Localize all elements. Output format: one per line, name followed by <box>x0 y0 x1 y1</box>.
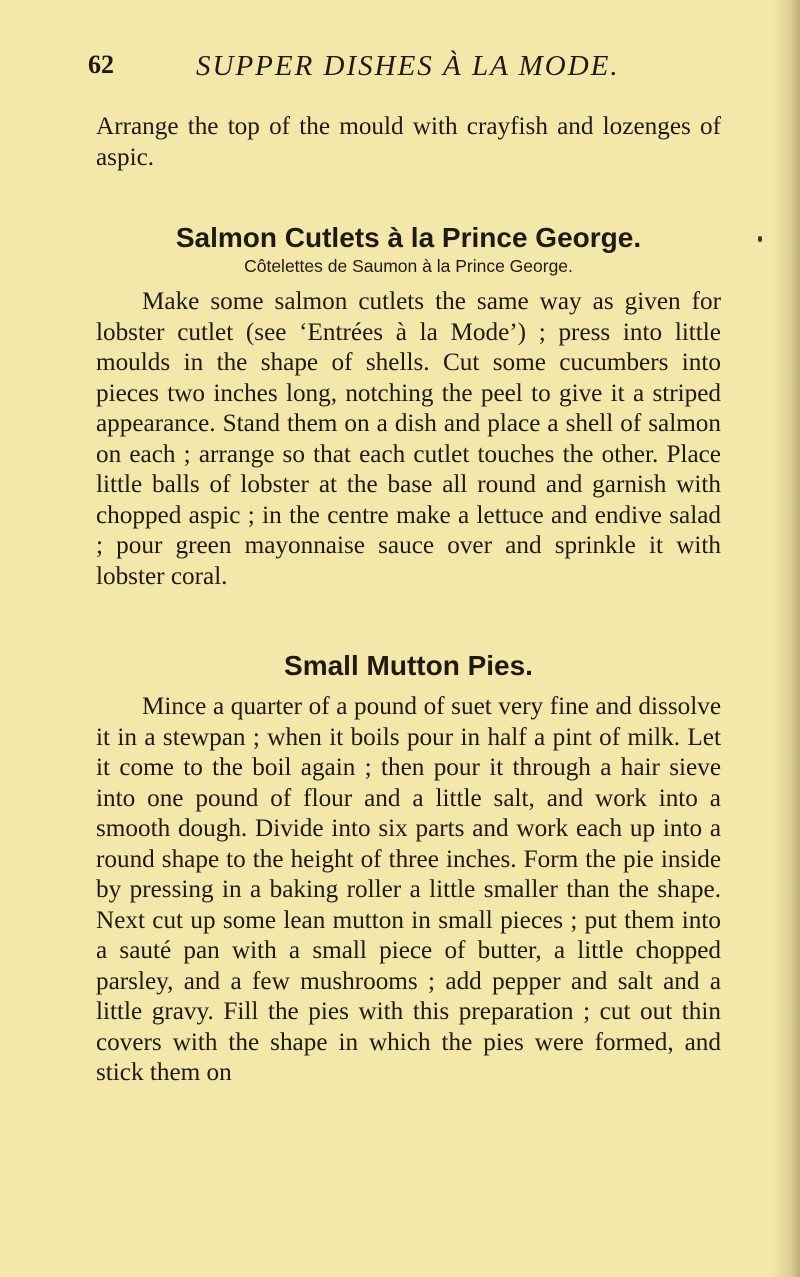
mutton-pies-heading: Small Mutton Pies. <box>284 650 533 681</box>
running-head <box>88 50 728 90</box>
mutton-pies-paragraph: Mince a quarter of a pound of suet very fine and dissolve it in a stewpan ; when it boils pour in half a pint of milk. Let it come to the boil again ; then pour it through a hair sieve into one pound of flour and a little salt, and work into a smooth dough. Divide into six parts and work each up into a round shape to the height of three inches. Form the pie inside by pressing in a baking roller a little smaller than the shape. Next cut up some lean mutton in small pieces ; put them into a sauté pan with a small piece of butter, a little chopped parsley, and a few mushrooms ; add pepper and salt and a little gravy. Fill the pies with this preparation ; cut out thin covers with the shape in which the pies were formed, and stick them on <box>96 693 721 1086</box>
salmon-cutlets-heading: Salmon Cutlets à la Prince George. <box>175 222 642 253</box>
intro-paragraph: Arrange the top of the mould with crayfish and lozenges of aspic. <box>96 113 721 171</box>
intro-paragraph-block <box>96 112 721 173</box>
mutton-pies-block <box>96 692 721 1089</box>
page-number: 62 <box>88 50 114 79</box>
salmon-cutlets-paragraph: Make some salmon cutlets the same way as given for lobster cutlet (see ‘Entrées à la Mode’) ; press into little moulds in the shape of shells. Cut some cucumbers into pieces two inches long, notching the peel to give it a striped appearance. Stand them on a dish and place a shell of salmon on each ; arrange so that each cutlet touches the other. Place little balls of lobster at the base all round and garnish with chopped aspic ; in the centre make a lettuce and endive salad ; pour green mayonnaise sauce over and sprinkle it with lobster coral. <box>96 288 721 590</box>
salmon-cutlets-block <box>96 287 721 592</box>
print-speck <box>758 236 762 242</box>
running-title: SUPPER DISHES À LA MODE. <box>196 50 620 82</box>
salmon-cutlets-subtitle: Côtelettes de Saumon à la Prince George. <box>244 256 573 276</box>
